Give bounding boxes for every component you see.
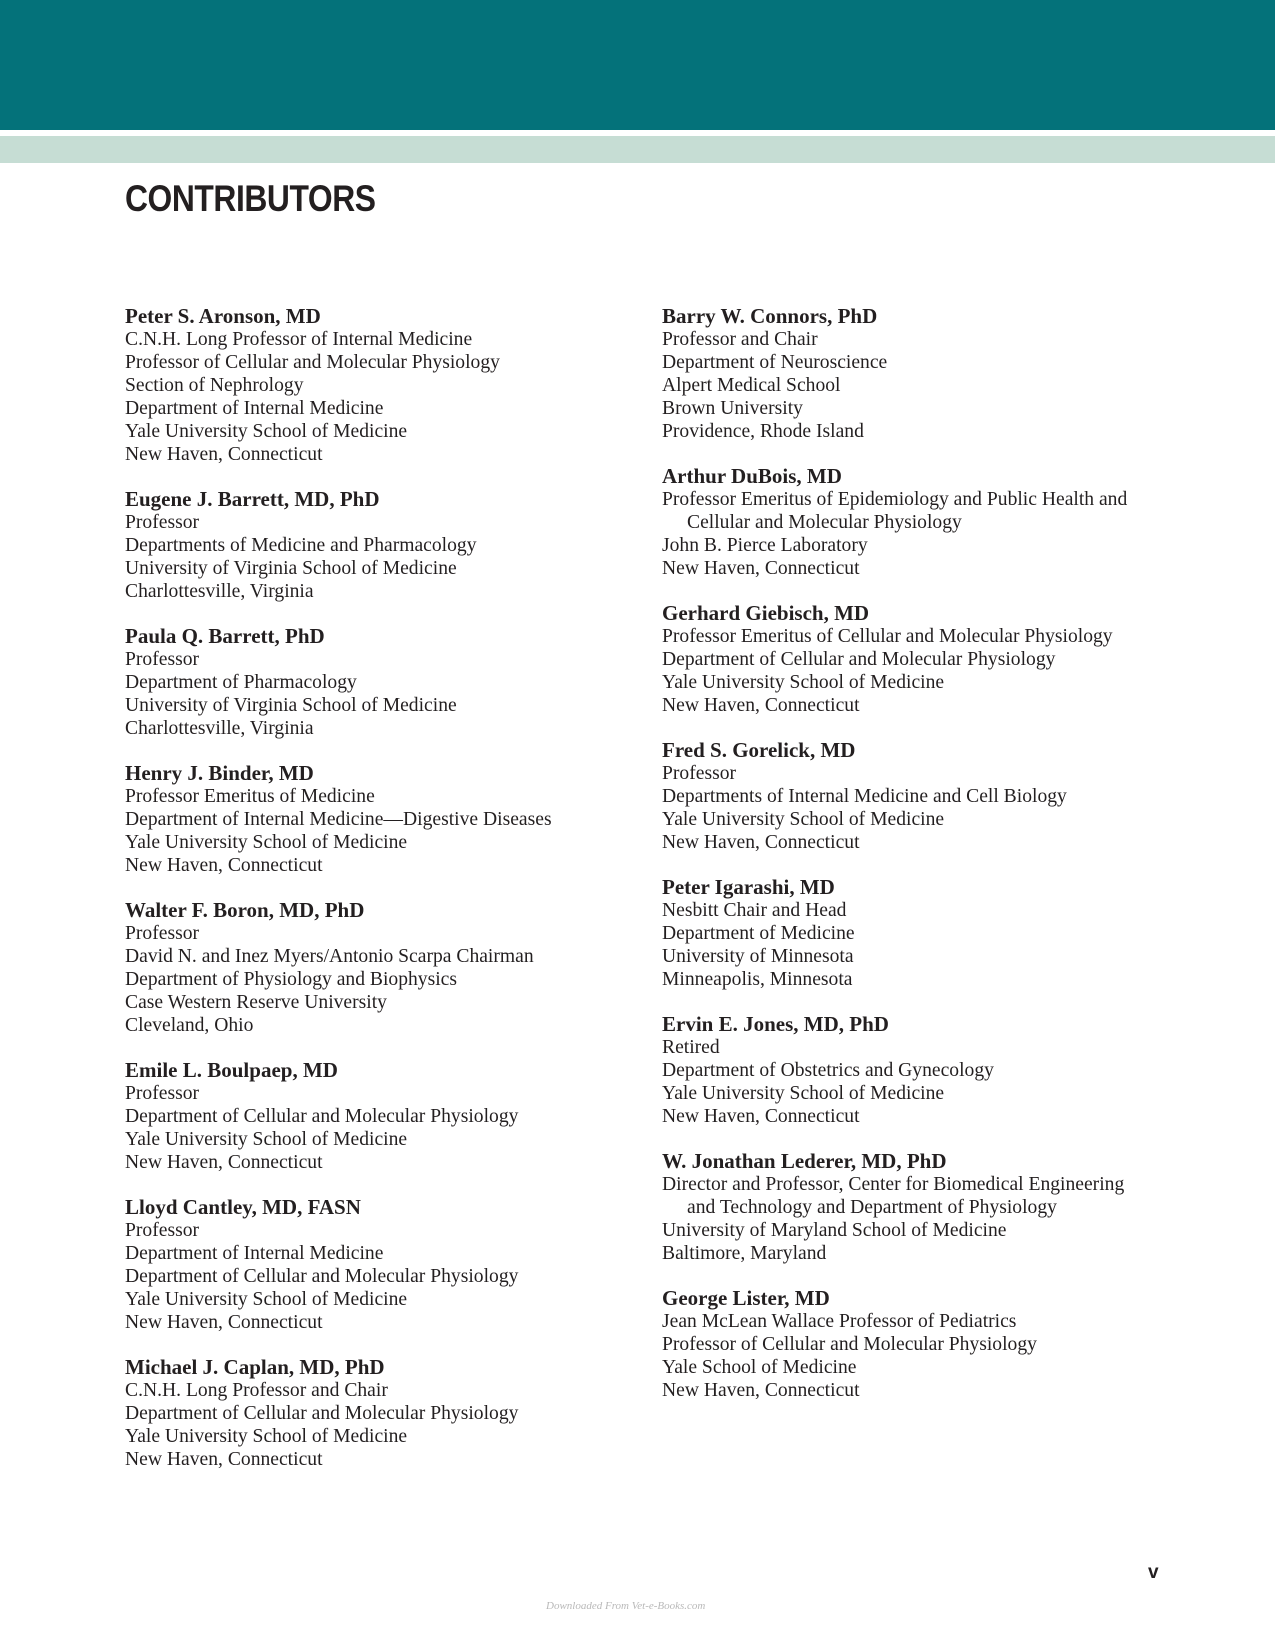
contributor-affiliation-line: Section of Nephrology	[125, 375, 304, 396]
contributor-affiliation-line: Professor	[125, 923, 200, 944]
contributor-name: Lloyd Cantley, MD, FASN	[125, 1195, 361, 1219]
contributor-name: Peter S. Aronson, MD	[125, 304, 321, 328]
contributor-affiliation-line: Professor	[662, 763, 737, 784]
contributor-affiliation-line: Baltimore, Maryland	[662, 1243, 827, 1264]
contributor-affiliation-line: Director and Professor, Center for Biomedical Engineering	[662, 1174, 1125, 1195]
contributor-affiliation-line: Providence, Rhode Island	[662, 421, 864, 442]
contributor-affiliation-line: Departments of Medicine and Pharmacology	[125, 535, 477, 556]
contributor-name: Emile L. Boulpaep, MD	[125, 1058, 338, 1082]
contributor-entry	[662, 876, 1182, 991]
contributor-entry	[125, 762, 645, 877]
contributor-affiliation-line: Yale University School of Medicine	[662, 1083, 945, 1104]
contributor-affiliation-line: Yale University School of Medicine	[662, 672, 945, 693]
contributor-entry	[125, 899, 645, 1037]
contributor-affiliation-line: Professor Emeritus of Medicine	[125, 786, 375, 807]
contributor-name: George Lister, MD	[662, 1286, 830, 1310]
contributor-name: Peter Igarashi, MD	[662, 875, 835, 899]
contributor-affiliation-line: Professor Emeritus of Epidemiology and Public Health and	[662, 489, 1128, 510]
contributor-affiliation-line: Department of Cellular and Molecular Physiology	[125, 1403, 519, 1424]
contributor-affiliation-line: Charlottesville, Virginia	[125, 581, 314, 602]
contributor-affiliation-line: Department of Neuroscience	[662, 352, 888, 373]
header-band	[0, 0, 1275, 130]
contributor-affiliation-line: Yale University School of Medicine	[125, 832, 408, 853]
contributor-affiliation-line: New Haven, Connecticut	[125, 1152, 323, 1173]
page-number: v	[1148, 1562, 1159, 1583]
contributor-entry	[662, 305, 1182, 443]
header-sub-band	[0, 136, 1275, 163]
contributor-name: Gerhard Giebisch, MD	[662, 601, 870, 625]
contributor-name: Arthur DuBois, MD	[662, 464, 842, 488]
contributor-affiliation-line: Cleveland, Ohio	[125, 1015, 254, 1036]
contributor-affiliation-line: Case Western Reserve University	[125, 992, 387, 1013]
contributor-affiliation-line: New Haven, Connecticut	[662, 1380, 860, 1401]
contributor-name: Paula Q. Barrett, PhD	[125, 624, 325, 648]
contributor-affiliation-line: C.N.H. Long Professor and Chair	[125, 1380, 388, 1401]
contributor-affiliation-line: Yale University School of Medicine	[662, 809, 945, 830]
page-title: CONTRIBUTORS	[125, 178, 376, 219]
contributor-affiliation-line: Yale University School of Medicine	[125, 421, 408, 442]
contributor-name: Michael J. Caplan, MD, PhD	[125, 1355, 385, 1379]
contributor-affiliation-line: New Haven, Connecticut	[125, 444, 323, 465]
contributor-affiliation-line: and Technology and Department of Physiology	[687, 1197, 1057, 1218]
contributor-affiliation-line: John B. Pierce Laboratory	[662, 535, 868, 556]
contributor-name: Walter F. Boron, MD, PhD	[125, 898, 365, 922]
contributor-affiliation-line: New Haven, Connecticut	[662, 695, 860, 716]
contributor-affiliation-line: Nesbitt Chair and Head	[662, 900, 847, 921]
contributor-affiliation-line: Yale School of Medicine	[662, 1357, 857, 1378]
contributor-affiliation-line: Department of Cellular and Molecular Physiology	[125, 1266, 519, 1287]
contributor-affiliation-line: Brown University	[662, 398, 803, 419]
contributor-affiliation-line: Department of Internal Medicine—Digestive Diseases	[125, 809, 552, 830]
contributor-entry	[662, 465, 1182, 580]
contributor-name: Eugene J. Barrett, MD, PhD	[125, 487, 380, 511]
contributor-entry	[662, 1013, 1182, 1128]
contributor-entry	[125, 625, 645, 740]
contributor-name: W. Jonathan Lederer, MD, PhD	[662, 1149, 947, 1173]
contributor-name: Henry J. Binder, MD	[125, 761, 314, 785]
contributor-affiliation-line: Professor Emeritus of Cellular and Molecular Physiology	[662, 626, 1113, 647]
contributor-affiliation-line: University of Virginia School of Medicine	[125, 558, 457, 579]
contributor-affiliation-line: C.N.H. Long Professor of Internal Medicine	[125, 329, 473, 350]
contributor-affiliation-line: Minneapolis, Minnesota	[662, 969, 853, 990]
contributor-affiliation-line: Jean McLean Wallace Professor of Pediatrics	[662, 1311, 1017, 1332]
contributor-affiliation-line: David N. and Inez Myers/Antonio Scarpa Chairman	[125, 946, 534, 967]
contributor-affiliation-line: New Haven, Connecticut	[125, 1312, 323, 1333]
contributor-affiliation-line: Department of Physiology and Biophysics	[125, 969, 457, 990]
contributor-name: Ervin E. Jones, MD, PhD	[662, 1012, 889, 1036]
contributor-affiliation-line: New Haven, Connecticut	[125, 855, 323, 876]
watermark: Downloaded From Vet-e-Books.com	[546, 1600, 706, 1612]
contributors-column-left	[125, 305, 645, 1493]
contributor-affiliation-line: Professor	[125, 1220, 200, 1241]
contributor-affiliation-line: Professor	[125, 649, 200, 670]
contributor-affiliation-line: Professor of Cellular and Molecular Physiology	[662, 1334, 1037, 1355]
contributor-affiliation-line: Cellular and Molecular Physiology	[687, 512, 962, 533]
contributor-entry	[662, 1150, 1182, 1265]
contributor-affiliation-line: Department of Internal Medicine	[125, 1243, 384, 1264]
contributor-affiliation-line: Yale University School of Medicine	[125, 1289, 408, 1310]
contributor-entry	[125, 1059, 645, 1174]
contributor-affiliation-line: Yale University School of Medicine	[125, 1426, 408, 1447]
contributor-name: Fred S. Gorelick, MD	[662, 738, 856, 762]
contributor-affiliation-line: New Haven, Connecticut	[662, 558, 860, 579]
contributor-entry	[125, 1196, 645, 1334]
contributor-affiliation-line: Yale University School of Medicine	[125, 1129, 408, 1150]
contributor-affiliation-line: Department of Cellular and Molecular Physiology	[125, 1106, 519, 1127]
contributor-entry	[125, 305, 645, 466]
contributor-entry	[125, 1356, 645, 1471]
contributor-affiliation-line: University of Minnesota	[662, 946, 854, 967]
contributor-affiliation-line: Professor	[125, 512, 200, 533]
contributor-affiliation-line: Professor of Cellular and Molecular Physiology	[125, 352, 500, 373]
contributor-affiliation-line: Department of Obstetrics and Gynecology	[662, 1060, 994, 1081]
contributor-entry	[662, 1287, 1182, 1402]
contributors-column-right	[662, 305, 1182, 1424]
contributor-affiliation-line: Departments of Internal Medicine and Cell Biology	[662, 786, 1067, 807]
contributor-affiliation-line: Professor	[125, 1083, 200, 1104]
contributor-affiliation-line: Department of Internal Medicine	[125, 398, 384, 419]
contributor-affiliation-line: Retired	[662, 1037, 720, 1058]
contributor-affiliation-line: Department of Medicine	[662, 923, 855, 944]
contributor-name: Barry W. Connors, PhD	[662, 304, 878, 328]
contributor-affiliation-line: University of Virginia School of Medicine	[125, 695, 457, 716]
contributor-affiliation-line: New Haven, Connecticut	[662, 832, 860, 853]
contributor-entry	[125, 488, 645, 603]
contributor-affiliation-line: Alpert Medical School	[662, 375, 841, 396]
contributor-affiliation-line: Department of Pharmacology	[125, 672, 357, 693]
contributor-entry	[662, 602, 1182, 717]
contributor-affiliation-line: New Haven, Connecticut	[662, 1106, 860, 1127]
contributor-entry	[662, 739, 1182, 854]
contributor-affiliation-line: New Haven, Connecticut	[125, 1449, 323, 1470]
contributor-affiliation-line: University of Maryland School of Medicine	[662, 1220, 1007, 1241]
contributor-affiliation-line: Professor and Chair	[662, 329, 818, 350]
contributor-affiliation-line: Charlottesville, Virginia	[125, 718, 314, 739]
contributor-affiliation-line: Department of Cellular and Molecular Physiology	[662, 649, 1056, 670]
